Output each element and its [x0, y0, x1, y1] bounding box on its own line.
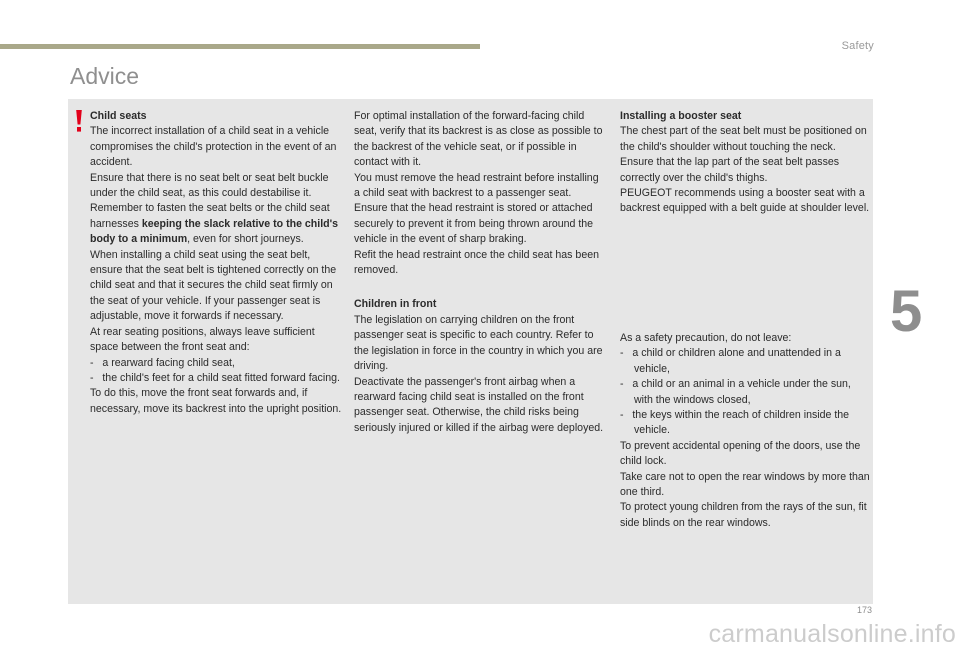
booster-seat-heading: Installing a booster seat: [620, 110, 742, 122]
chapter-number: 5: [890, 279, 923, 344]
list-item: - a child or children alone and unattended in a vehicle,: [620, 347, 841, 375]
column-child-seats: [90, 109, 342, 417]
list-item: - the child's feet for a child seat fitted forward facing.: [90, 371, 340, 384]
paragraph: For optimal installation of the forward-facing child seat, verify that its backrest is as close as possible to the backrest of the vehicle seat, or if possible in contact with it.: [354, 110, 603, 169]
paragraph: The incorrect installation of a child seat in a vehicle compromises the child's protection in the event of an accident.: [90, 125, 337, 169]
paragraph: Deactivate the passenger's front airbag when a rearward facing child seat is installed on the front passenger seat. Otherwise, the child risks being seriously injured or killed if the airbag were deployed.: [354, 375, 604, 434]
watermark: carmanualsonline.info: [708, 620, 956, 648]
list-item: - a child or an animal in a vehicle under the sun, with the windows closed,: [620, 378, 851, 406]
paragraph: To prevent accidental opening of the doors, use the child lock.: [620, 439, 861, 468]
paragraph: Take care not to open the rear windows by more than one third.: [620, 470, 870, 499]
list-item: - the keys within the reach of children inside the vehicle.: [620, 409, 850, 437]
section-name: Safety: [841, 40, 874, 52]
paragraph: At rear seating positions, always leave sufficient space between the front seat and:: [90, 325, 315, 354]
children-in-front-heading: Children in front: [354, 298, 437, 311]
paragraph: To do this, move the front seat forwards and, if necessary, move its backrest into the upright position.: [90, 387, 342, 415]
warning-exclamation-icon: [74, 110, 84, 132]
header-rule: [0, 44, 480, 49]
paragraph: Ensure that the lap part of the seat belt passes correctly over the child's thighs.: [620, 156, 840, 184]
page-title: Advice: [70, 63, 140, 89]
paragraph: Remember to fasten the seat belts or the child seat harnesses keeping the slack relative to the child's body to a minimum, even for short journeys.: [90, 202, 339, 246]
paragraph: You must remove the head restraint before installing a child seat with backrest to a passenger seat.: [354, 171, 599, 200]
paragraph: When installing a child seat using the seat belt, ensure that the seat belt is tightened correctly on the child seat and that it secures the child seat firmly on the seat of your vehicle. If your passenger seat is adjustable, move it forwards if necessary.: [90, 248, 337, 323]
column-safety-precautions: [620, 331, 870, 531]
paragraph: PEUGEOT recommends using a booster seat with a backrest equipped with a belt guide at shoulder level.: [620, 187, 870, 215]
paragraph: Refit the head restraint once the child seat has been removed.: [354, 248, 599, 277]
column-booster-seat: [620, 109, 870, 217]
list-item: - a rearward facing child seat,: [90, 356, 235, 369]
child-seats-heading: Child seats: [90, 110, 147, 122]
paragraph: Ensure that the head restraint is stored or attached securely to prevent it from being thrown around the vehicle in the event of sharp braking.: [354, 202, 594, 246]
column-head-restraint: [354, 109, 606, 436]
paragraph: As a safety precaution, do not leave:: [620, 332, 792, 344]
paragraph: To protect young children from the rays of the sun, fit side blinds on the rear windows.: [620, 501, 867, 529]
paragraph: The chest part of the seat belt must be positioned on the child's shoulder without touching the neck.: [620, 125, 867, 153]
paragraph: The legislation on carrying children on the front passenger seat is specific to each country. Refer to the legislation in force in the country in which you are driving.: [354, 313, 603, 373]
page-number: 173: [856, 605, 872, 615]
paragraph: Ensure that there is no seat belt or seat belt buckle under the child seat, as this could destabilise it.: [90, 171, 329, 200]
